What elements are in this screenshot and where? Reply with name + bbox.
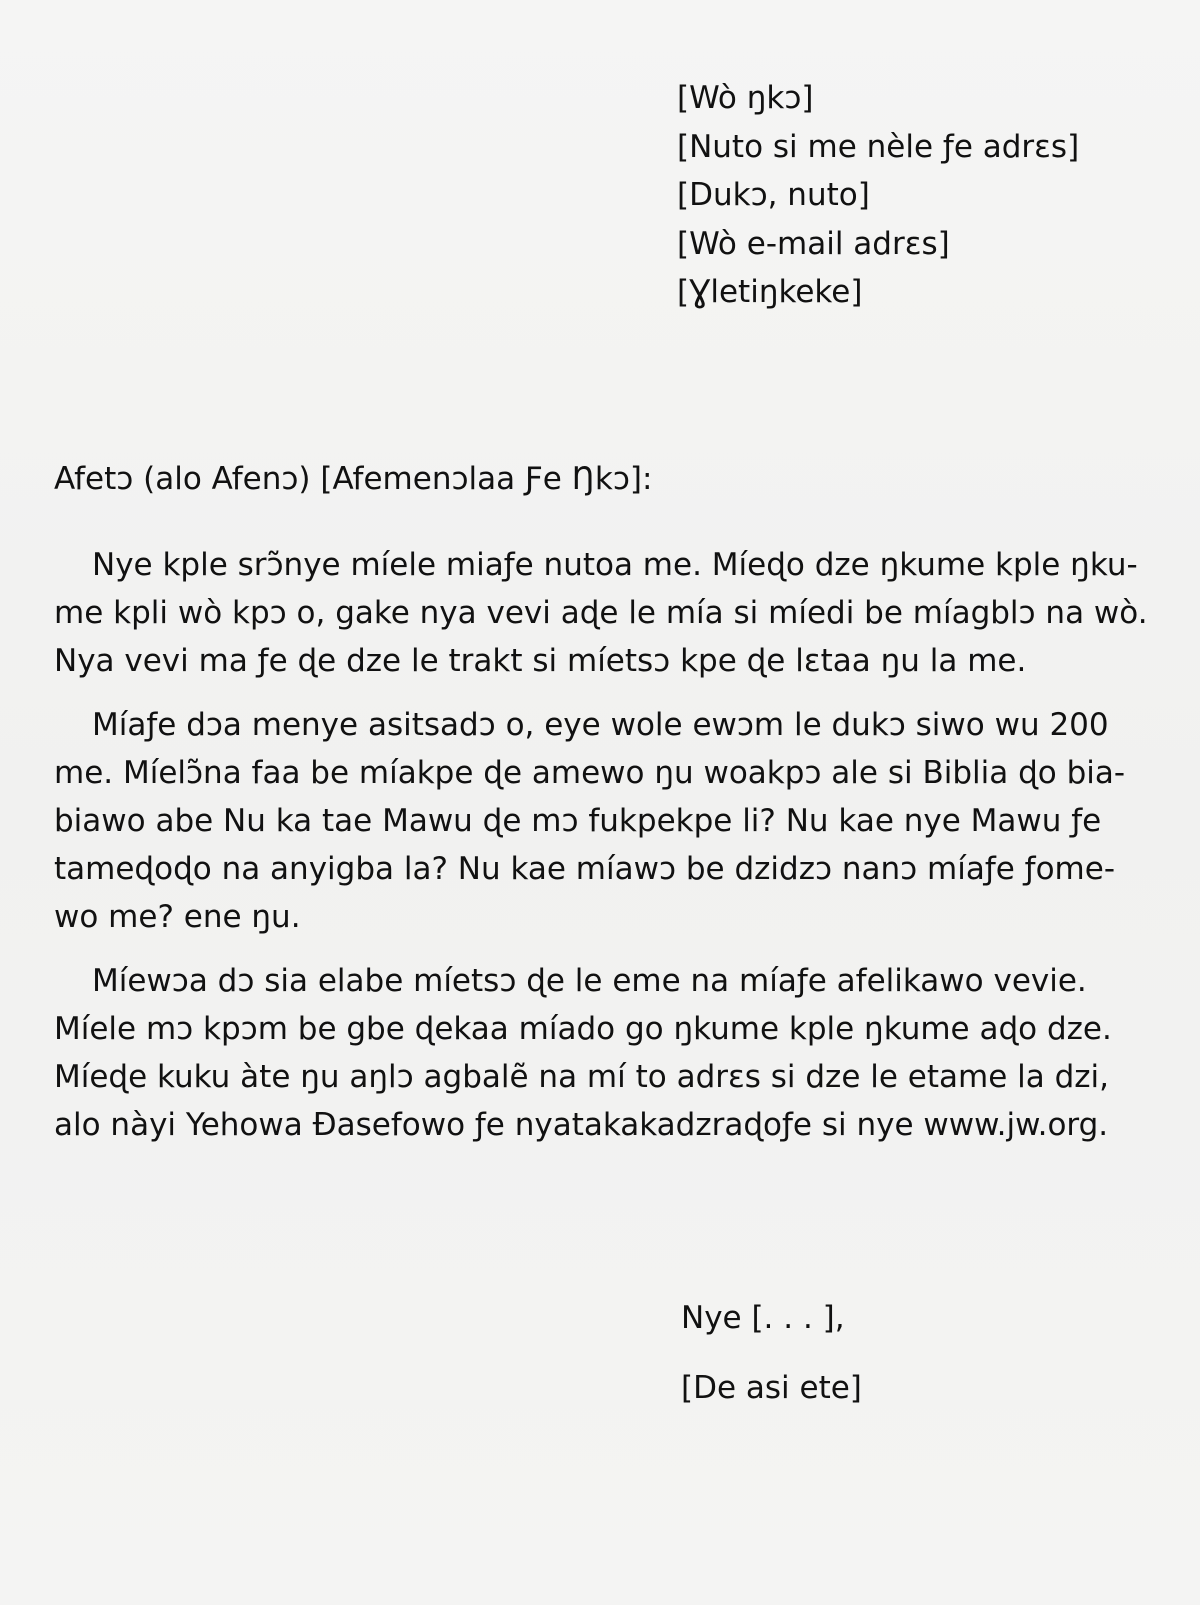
signature-placeholder: [De asi ete] xyxy=(681,1370,862,1406)
sender-email: [Wò e-mail adrɛs] xyxy=(677,225,950,262)
body-line: me. Míelɔ̃na faa be míakpe ɖe amewo ŋu woakpɔ ale si Biblia ɖo bia- xyxy=(54,755,1126,791)
body-line: tameɖoɖo na anyigba la? Nu kae míawɔ be dzidzɔ nanɔ míaƒe ƒome- xyxy=(54,851,1116,887)
body-line: biawo abe Nu ka tae Mawu ɖe mɔ fukpekpe li? Nu kae nye Mawu ƒe xyxy=(54,803,1102,839)
sender-address-block xyxy=(677,74,1079,317)
body-line: me kpli wò kpɔ o, gake nya vevi aɖe le mía si míedi be míagblɔ na wò. xyxy=(54,595,1148,631)
body-line: Míewɔa dɔ sia elabe míetsɔ ɖe le eme na míaƒe afelikawo vevie. xyxy=(92,963,1087,999)
letter-body xyxy=(54,541,1148,1165)
sender-country-region: [Dukɔ, nuto] xyxy=(677,177,870,213)
paragraph-2 xyxy=(54,701,1144,941)
paragraph-1 xyxy=(54,541,1148,685)
body-line: alo nàyi Yehowa Ðasefowo ƒe nyatakakadzraɖoƒe si nye www.jw.org. xyxy=(54,1107,1109,1143)
salutation: Afetɔ (alo Afenɔ) [Afemenɔlaa Ƒe Ŋkɔ]: xyxy=(54,461,653,497)
body-line: Nya vevi ma ƒe ɖe dze le trakt si míetsɔ kpe ɖe lɛtaa ŋu la me. xyxy=(54,643,1027,679)
body-line: Míeɖe kuku àte ŋu aŋlɔ agbalẽ na mí to adrɛs si dze le etame la dzi, xyxy=(54,1059,1110,1095)
paragraph-3 xyxy=(54,957,1144,1149)
sender-street-address: [Nuto si me nèle ƒe adrɛs] xyxy=(677,128,1080,165)
letter-date: [Ɣletiŋkeke] xyxy=(677,274,863,310)
body-line: Míaƒe dɔa menye asitsadɔ o, eye wole ewɔm le dukɔ siwo wu 200 xyxy=(92,707,1109,743)
closing-line: Nye [. . . ], xyxy=(681,1300,845,1336)
sender-name: [Wò ŋkɔ] xyxy=(677,80,814,116)
body-line: Míele mɔ kpɔm be gbe ɖekaa míado go ŋkume kple ŋkume aɖo dze. xyxy=(54,1011,1112,1047)
body-line: Nye kple srɔ̃nye míele miaƒe nutoa me. Míeɖo dze ŋkume kple ŋku- xyxy=(92,547,1138,583)
body-line: wo me? ene ŋu. xyxy=(54,899,301,935)
